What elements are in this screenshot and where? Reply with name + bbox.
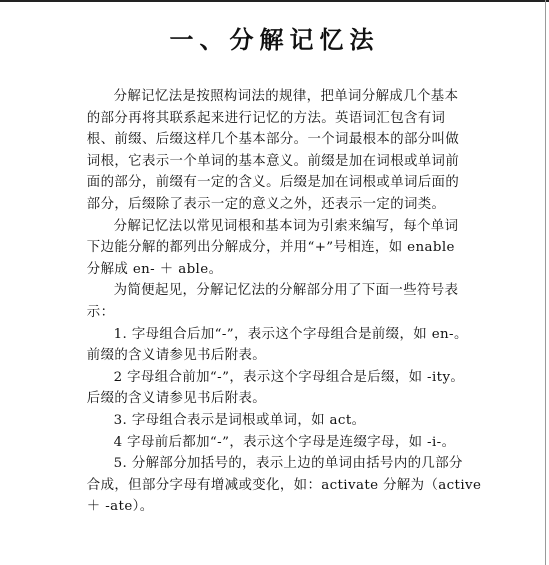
page-right-edge <box>545 0 546 565</box>
text-line: 5. 分解部分加括号的，表示上边的单词由括号内的几部分 <box>113 456 463 472</box>
text-line: 部分，后缀除了表示一定的意义之外，还表示一定的词类。 <box>86 196 446 212</box>
text-line: 的部分再将其联系起来进行记忆的方法。英语词汇包含有词 <box>86 110 446 126</box>
text-line: 词根，它表示一个单词的基本意义。前缀是加在词根或单词前 <box>86 153 460 169</box>
list-item-brackets <box>60 453 490 518</box>
paragraph-symbols-intro <box>60 280 490 323</box>
text-line: 下边能分解的都列出分解成分，并用“+”号相连，如 enable <box>86 240 455 256</box>
list-item-suffix <box>60 367 490 410</box>
text-line: 分解记忆法以常见词根和基本词为引索来编写，每个单词 <box>113 218 459 234</box>
text-line: 合成，但部分字母有增减或变化，如：activate 分解为（active <box>86 477 482 493</box>
text-line: 前缀的含义请参见书后附表。 <box>86 348 267 364</box>
list-item-root <box>60 410 490 432</box>
text-line: 示： <box>86 304 115 320</box>
text-line: 3. 字母组合表示是词根或单词，如 act。 <box>113 412 366 428</box>
text-line: 分解记忆法是按照构词法的规律，把单词分解成几个基本 <box>113 89 459 104</box>
text-line: 为简便起见，分解记忆法的分解部分用了下面一些符号表 <box>113 283 459 299</box>
text-line: 4 字母前后都加“-”，表示这个字母是连缀字母，如 -i-。 <box>113 434 456 450</box>
text-line: ＋ -ate）。 <box>86 499 154 515</box>
paragraph-intro <box>60 86 490 216</box>
paragraph-method <box>60 216 490 281</box>
list-item-connector <box>60 432 490 454</box>
section-title: 一、分解记忆法 <box>169 26 380 54</box>
text-line: 2 字母组合前加“-”，表示这个字母组合是后缀，如 -ity。 <box>113 369 465 385</box>
text-line: 面的部分，前缀有一定的含义。后缀是加在词根或单词后面的 <box>86 175 460 191</box>
text-line: 后缀的含义请参见书后附表。 <box>86 391 267 407</box>
text-line: 1. 字母组合后加“-”，表示这个字母组合是前缀，如 en-。 <box>113 326 468 342</box>
text-line: 根、前缀、后缀这样几个基本部分。一个词最根本的部分叫做 <box>86 132 460 148</box>
document-body <box>60 86 490 518</box>
page-top-edge <box>0 0 549 2</box>
list-item-prefix <box>60 324 490 367</box>
text-line: 分解成 en- ＋ able。 <box>86 261 223 277</box>
